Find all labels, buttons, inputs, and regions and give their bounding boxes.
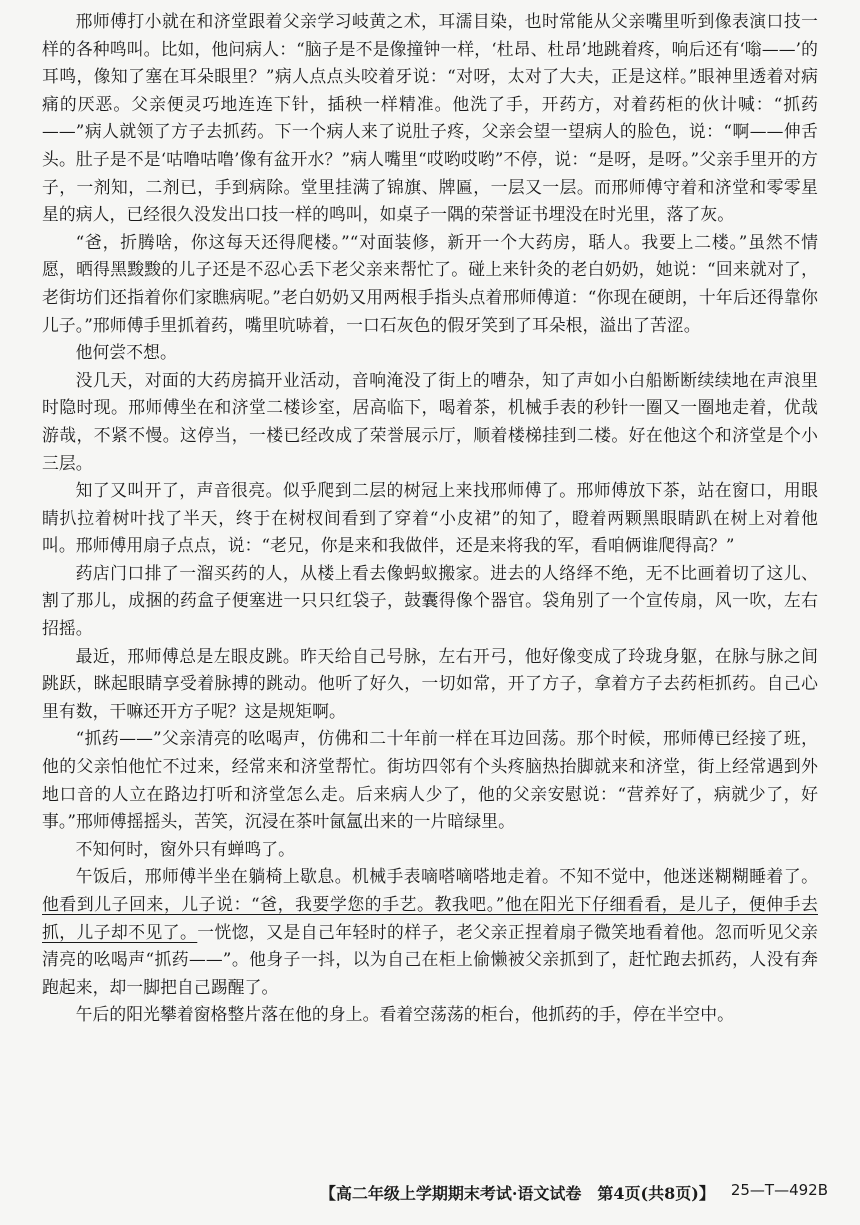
story-body — [42, 8, 818, 1029]
paragraph: 不知何时，窗外只有蝉鸣了。 — [75, 838, 296, 859]
underlined-sentence: 他看到儿子回来，儿子说：“爸，我要学您的手艺。教我吧。”他在阳光下仔细看看，是儿子，便伸手去抓，儿子却不见了。 — [42, 894, 818, 942]
paragraph: 没几天，对面的大药房搞开业活动，音响淹没了街上的嘈杂，知了声如小白船断断续续地在声浪里时隐时现。邢师傅坐在和济堂二楼诊室，居高临下，喝着茶，机械手表的秒针一圈又一圈地走着，优哉游哉，不紧不慢。这停当，一楼已经改成了荣誉展示厅，顺着楼梯挂到二楼。好在他这个和济堂是个小三层。 — [42, 369, 818, 473]
paragraph: 他何尝不想。 — [75, 342, 177, 363]
paragraph: 最近，邢师傅总是左眼皮跳。昨天给自己号脉，左右开弓，他好像变成了玲珑身躯，在脉与脉之间跳跃，眯起眼睛享受着脉搏的跳动。他听了好久，一切如常，开了方子，拿着方子去药柜抓药。自己心里有数，干嘛还开方子呢？这是规矩啊。 — [42, 645, 818, 721]
paragraph: “爸，折腾啥，你这每天还得爬楼。”“对面装修，新开一个大药房，聒人。我要上二楼。”虽然不情愿，晒得黑黢黢的儿子还是不忍心丢下老父亲来帮忙了。碰上来针灸的老白奶奶，她说：“回来就对了，老街坊们还指着你们家瞧病呢。”老白奶奶又用两根手指头点着邢师傅道：“你现在硬朗，十年后还得靠你儿子。”邢师傅手里抓着药，嘴里吭哧着，一口石灰色的假牙笑到了耳朵根，溢出了苦涩。 — [42, 231, 818, 335]
dream-text-before: 午饭后，邢师傅半坐在躺椅上歇息。机械手表嘀嗒嘀嗒地走着。不知不觉中，他迷迷糊糊睡着了。 — [75, 866, 818, 887]
page-footer — [0, 1181, 860, 1204]
paragraph: 药店门口排了一溜买药的人，从楼上看去像蚂蚁搬家。进去的人络绎不绝，无不比画着切了这儿、割了那儿，成捆的药盒子便塞进一只只红袋子，鼓囊得像个器官。袋角别了一个宣传扇，风一吹，左右招摇。 — [42, 562, 818, 639]
paragraph-final: 午后的阳光攀着窗格整片落在他的身上。看着空荡荡的柜台，他抓药的手，停在半空中。 — [75, 1004, 734, 1025]
paragraph-dream — [42, 863, 818, 1001]
paragraph: 邢师傅打小就在和济堂跟着父亲学习岐黄之术，耳濡目染，也时常能从父亲嘴里听到像表演口技一样的各种鸣叫。比如，他问病人：“脑子是不是像撞钟一样，‘杜昂、杜昂’地跳着疼，响后还有‘嗡——’的耳鸣，像知了塞在耳朵眼里？”病人点点头咬着牙说：“对呀，太对了大夫，正是这样。”眼神里透着对病痛的厌恶。父亲便灵巧地连连下针，插秧一样精准。他洗了手，开药方，对着药柜的伙计喊：“抓药——”病人就领了方子去抓药。下一个病人来了说肚子疼，父亲会望一望病人的脸色，说：“啊——伸舌头。肚子是不是‘咕噜咕噜’像有盆开水？”病人嘴里“哎哟哎哟”不停，说：“是呀，是呀。”父亲手里开的方子，一剂知，二剂已，手到病除。堂里挂满了锦旗、牌匾，一层又一层。而邢师傅守着和济堂和零零星星的病人，已经很久没发出口技一样的鸣叫，如桌子一隅的荣誉证书埋没在时光里，落了灰。 — [42, 11, 818, 225]
footer-code: 25—T—492B — [730, 1181, 828, 1199]
paragraph: 知了又叫开了，声音很亮。似乎爬到二层的树冠上来找邢师傅了。邢师傅放下茶，站在窗口，用眼睛扒拉着树叶找了半天，终于在树杈间看到了穿着“小皮裙”的知了，瞪着两颗黑眼睛趴在树上对着他叫。邢师傅用扇子点点，说：“老兄，你是来和我做伴，还是来将我的军，看咱俩谁爬得高？” — [42, 480, 818, 556]
footer-title: 【高二年级上学期期末考试·语文试卷 第4页(共8页)】 — [319, 1184, 715, 1203]
paragraph: “抓药——”父亲清亮的吆喝声，仿佛和二十年前一样在耳边回荡。那个时候，邢师傅已经接了班，他的父亲怕他忙不过来，经常来和济堂帮忙。街坊四邻有个头疼脑热抬脚就来和济堂，街上经常遇到外地口音的人立在路边打听和济堂怎么走。后来病人少了，他的父亲安慰说：“营养好了，病就少了，好事。”邢师傅摇摇头，苦笑，沉浸在茶叶氤氲出来的一片暗绿里。 — [42, 728, 818, 832]
dream-text-after: 一恍惚，又是自己年轻时的样子，老父亲正捏着扇子微笑地看着他。忽而听见父亲清亮的吆喝声“抓药——”。他身子一抖，以为自己在柜上偷懒被父亲抓到了，赶忙跑去抓药，人没有奔跑起来，却一脚把自己踢醒了。 — [42, 921, 818, 997]
